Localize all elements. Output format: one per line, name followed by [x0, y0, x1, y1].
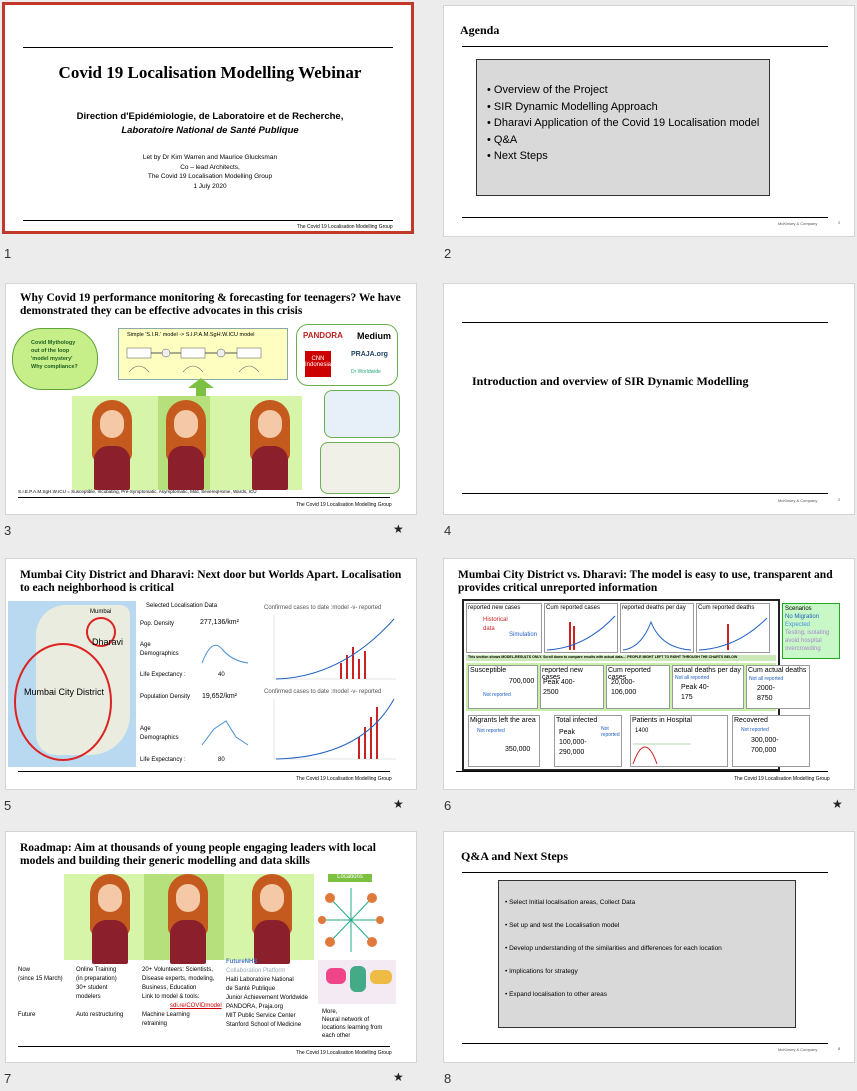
world-map — [318, 960, 396, 1004]
slide-1-subtitle: Direction d'Epidémiologie, de Laboratoire et de Recherche, — [76, 111, 344, 122]
dashboard-banner: This section shows MODEL-RESULTS ONLY. Scroll down to compare results with actual data.... PEOPLE MIGHT LEFT TO RIGHT THROUGH THE CHARTS BELOW — [466, 655, 776, 661]
slide-2-title: Agenda — [460, 23, 500, 37]
slide-4-title: Introduction and overview of SIR Dynamic Modelling — [472, 374, 749, 388]
scenarios-legend: Scenarios No Migration Expected Testing, isolating avoid hospital overcrowding — [782, 603, 840, 659]
next-step-item: • Expand localisation to other areas — [505, 991, 608, 998]
dharavi-cases-chart — [262, 613, 398, 687]
data-value: 277,136/km² — [200, 619, 239, 626]
next-steps-box — [498, 880, 796, 1028]
slide-2-thumbnail[interactable] — [443, 5, 855, 237]
data-value: 80 — [218, 757, 225, 763]
slide-number: 8 — [444, 1071, 452, 1086]
data-value: 40 — [218, 672, 225, 678]
teen-illustration — [72, 396, 302, 490]
roadmap-col1: Now (since 15 March) Future — [18, 967, 63, 1018]
star-icon[interactable]: ★ — [393, 522, 404, 536]
teen-figure — [250, 874, 294, 964]
slide-5-thumbnail[interactable] — [5, 558, 417, 790]
model-acronym-note: S.I.E.P.A.M.SgH.W.ICU = Susceptible, Incubating, Pre-Symptomatic, Asymptomatic, Mild, SevereqHome, Wards, ICU — [18, 489, 257, 494]
slide-7-title: Roadmap: Aim at thousands of young people engaging leaders with local models and building their generic modelling and data skills — [20, 842, 376, 867]
star-icon[interactable]: ★ — [832, 797, 843, 811]
star-icon[interactable]: ★ — [393, 797, 404, 811]
page-number: 2 — [838, 497, 841, 502]
teen-figure — [88, 874, 132, 964]
slide-4-thumbnail[interactable] — [443, 283, 855, 515]
next-step-item: • Develop understanding of the similarities and differences for each location — [505, 945, 722, 952]
page-number: 8 — [838, 1046, 841, 1051]
slide-number: 7 — [4, 1071, 12, 1086]
data-label: Age Demographics — [140, 642, 179, 657]
data-label: Life Expectancy : — [140, 757, 186, 763]
slide-number: 4 — [444, 523, 452, 538]
slide-8-thumbnail[interactable] — [443, 831, 855, 1063]
agenda-box — [476, 59, 770, 196]
data-label: Pop. Density — [140, 621, 175, 627]
slide-footer: McKinsey & Company — [778, 221, 818, 226]
slide-3-thumbnail[interactable] — [5, 283, 417, 515]
roadmap-col5: More, Neural network of locations learning from each other — [322, 1009, 383, 1039]
star-icon[interactable]: ★ — [393, 1070, 404, 1084]
chart-title: Confirmed cases to date :model -v- reported — [264, 605, 382, 611]
section-label: Selected Localisation Data — [146, 603, 218, 609]
slide-footer: The Covid 19 Localisation Modelling Group — [734, 776, 830, 782]
data-label: Age Demographics — [140, 726, 179, 741]
data-label: Population Density — [140, 694, 191, 700]
slide-number: 6 — [444, 798, 452, 813]
data-label: Life Expectancy : — [140, 672, 186, 678]
next-step-item: • Set up and test the Localisation model — [505, 922, 620, 929]
agenda-item: • Dharavi Application of the Covid 19 Localisation model — [487, 117, 760, 129]
locations-label: Locations — [328, 874, 372, 882]
teen-figure — [248, 400, 292, 490]
teen-figure — [164, 400, 208, 490]
data-value: 19,652/km² — [202, 693, 238, 700]
slide-number: 2 — [444, 246, 452, 261]
media-logos: PANDORA Medium CNN Indonesia PRAJA.org Dr Worldwide — [296, 324, 398, 386]
page-number: 2 — [838, 220, 841, 225]
slide-6-title: Mumbai City District vs. Dharavi: The model is easy to use, transparent and provides critical unreported information — [458, 569, 833, 594]
age-chart-2 — [200, 717, 250, 747]
model-diagram: Simple 'S.I.R.' model -> S.I.P.A.M.SgH.W.ICU model — [118, 328, 288, 380]
slide-1-thumbnail[interactable] — [2, 2, 414, 234]
teen-figure — [166, 874, 210, 964]
next-step-item: • Implications for strategy — [505, 968, 578, 975]
mumbai-map: Mumbai Dharavi Mumbai City District — [8, 601, 136, 767]
slide-footer: The Covid 19 Localisation Modelling Group — [296, 502, 392, 508]
model-flow-diagram — [119, 338, 289, 378]
teen-illustration — [64, 874, 314, 960]
myth-bubble: Covid Mythology out of the loop 'model mystery' Why compliance? — [12, 328, 98, 390]
model-link[interactable]: sdi.re/COVIDmodel — [170, 1003, 222, 1009]
slide-number: 3 — [4, 523, 12, 538]
agenda-item: • Overview of the Project — [487, 84, 608, 96]
slide-footer: McKinsey & Company — [778, 1047, 818, 1052]
next-step-item: • Select Initial localisation areas, Collect Data — [505, 899, 636, 906]
roadmap-col2: Online Training (in preparation) 30+ student modelers Auto restructuring — [76, 967, 124, 1018]
slide-footer: The Covid 19 Localisation Modelling Group — [296, 776, 392, 782]
agenda-item: • Next Steps — [487, 150, 548, 162]
slide-3-title: Why Covid 19 performance monitoring & forecasting for teenagers? We have demonstrated they can be effective advocates in this crisis — [20, 292, 401, 317]
slide-7-thumbnail[interactable] — [5, 831, 417, 1063]
teen-figure — [90, 400, 134, 490]
slide-1-subtitle2: Laboratoire National de Santé Publique — [121, 125, 299, 136]
roadmap-col4: FutureNHS Collaboration Platform Haiti Laboratoire National de Santé Publique Junior Achievement Worldwide PANDORA, Praja.org MIT Public Service Center Stanford School of Medicine — [226, 959, 308, 1028]
network-diagram — [316, 884, 386, 956]
mumbai-cases-chart — [262, 697, 398, 767]
dashboard-frame: reported new cases Historical data Simulation Cum reported cases reported deaths per day Cum reported deaths This section shows MODEL-RESULTS ONLY. Scroll down to compare results with actual data.... PEOPLE MIGHT LEFT TO RIGHT THROUGH THE CHARTS BELOW Susceptible 700,000 Not reported reported new cases Peak 400-2500 Cum reported cases 20,000-106,000 actual deaths per day Not all reported Peak 40-175 Cum actual deaths Not all reported 2000-8750 Migrants left the area Not reported 350,000 Total infected Peak 100,000-290,000 Not reported Patients in Hospital 1400 Recovered Not reported 300,000-700,000 — [462, 599, 780, 771]
slide-1-title: Covid 19 Localisation Modelling Webinar — [58, 63, 362, 82]
slide-number: 5 — [4, 798, 12, 813]
slide-6-thumbnail[interactable] — [443, 558, 855, 790]
age-chart-1 — [200, 635, 250, 665]
slide-footer: The Covid 19 Localisation Modelling Group — [296, 1050, 392, 1056]
slide-5-title: Mumbai City District and Dharavi: Next door but Worlds Apart. Localisation to each neighborhood is critical — [20, 569, 402, 594]
team-photo — [320, 442, 400, 494]
slide-footer: McKinsey & Company — [778, 498, 818, 503]
agenda-item: • Q&A — [487, 133, 518, 146]
slide-8-title: Q&A and Next Steps — [461, 849, 569, 863]
team-photo — [324, 390, 400, 438]
slide-1-credits: Let by Dr Kim Warren and Maurice Glucksman Co – lead Architects, The Covid 19 Localisation Modelling Group 1 July 2020 — [142, 154, 278, 190]
slide-footer: The Covid 19 Localisation Modelling Group — [297, 224, 393, 230]
agenda-item: • SIR Dynamic Modelling Approach — [487, 100, 658, 113]
slide-number: 1 — [4, 246, 12, 261]
roadmap-col3: 20+ Volunteers: Scientists, Disease experts, modeling, Business, Education Link to model & tools: sdi.re/COVIDmodel Machine Learning retraining — [142, 967, 222, 1027]
chart-title: Confirmed cases to date :model -v- reported — [264, 689, 382, 695]
